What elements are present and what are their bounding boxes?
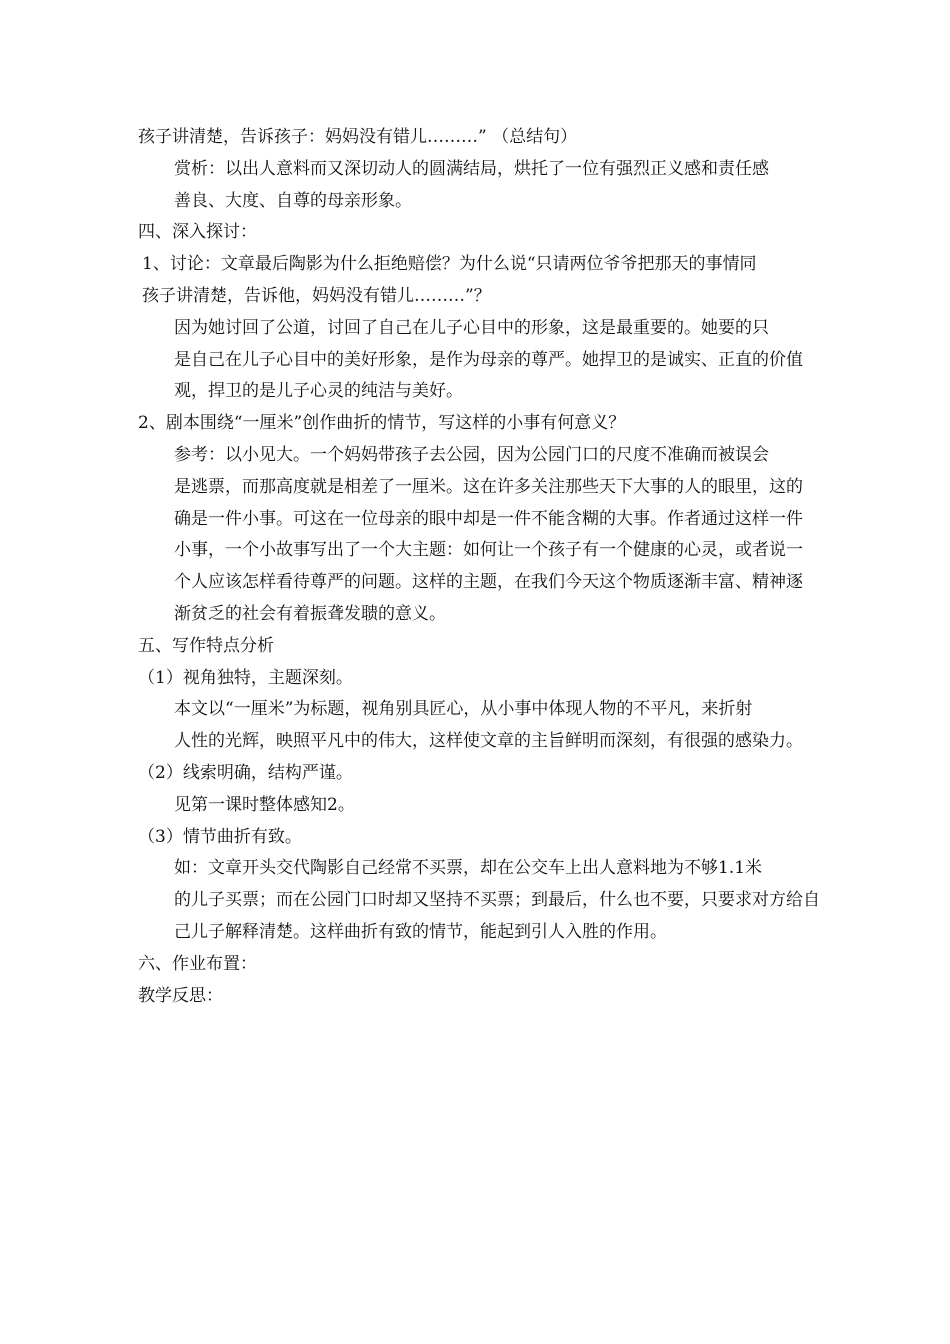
paragraph-p14 bbox=[138, 853, 838, 948]
paragraph-p8 bbox=[138, 631, 838, 663]
paragraph-p12 bbox=[138, 790, 838, 822]
text-line: 小事，一个小故事写出了一个大主题：如何让一个孩子有一个健康的心灵，或者说一 bbox=[174, 540, 803, 561]
text-line: 赏析：以出人意料而又深切动人的圆满结局，烘托了一位有强烈正义感和责任感 bbox=[174, 158, 769, 179]
paragraph-p1 bbox=[138, 122, 838, 154]
text-line: 人性的光辉，映照平凡中的伟大，这样使文章的主旨鲜明而深刻，有很强的感染力。 bbox=[174, 731, 803, 752]
text-line: （2）线索明确，结构严谨。 bbox=[138, 762, 353, 783]
text-line: 2、剧本围绕“一厘米”创作曲折的情节，写这样的小事有何意义？ bbox=[138, 413, 626, 434]
paragraph-p5 bbox=[138, 313, 838, 408]
text-line: 1、讨论：文章最后陶影为什么拒绝赔偿？为什么说“只请两位爷爷把那天的事情同 bbox=[142, 254, 757, 275]
paragraph-p9 bbox=[138, 663, 838, 695]
paragraph-p10 bbox=[138, 694, 838, 758]
text-line: 五、写作特点分析 bbox=[138, 635, 274, 656]
text-line: 观，捍卫的是儿子心灵的纯洁与美好。 bbox=[174, 381, 463, 402]
text-line: 六、作业布置： bbox=[138, 953, 257, 974]
text-line: 参考：以小见大。一个妈妈带孩子去公园，因为公园门口的尺度不准确而被误会 bbox=[174, 444, 769, 465]
paragraph-p11 bbox=[138, 758, 838, 790]
text-line: 渐贫乏的社会有着振聋发聩的意义。 bbox=[174, 603, 446, 624]
paragraph-p13 bbox=[138, 822, 838, 854]
text-line: 孩子讲清楚，告诉他，妈妈没有错儿………”？ bbox=[142, 285, 491, 306]
paragraph-p2 bbox=[138, 154, 838, 218]
text-line: （1）视角独特，主题深刻。 bbox=[138, 667, 353, 688]
text-line: 确是一件小事。可这在一位母亲的眼中却是一件不能含糊的大事。作者通过这样一件 bbox=[174, 508, 803, 529]
text-line: 见第一课时整体感知2。 bbox=[174, 794, 355, 815]
paragraph-p6 bbox=[138, 408, 838, 440]
text-line: 个人应该怎样看待尊严的问题。这样的主题，在我们今天这个物质逐渐丰富、精神逐 bbox=[174, 572, 803, 593]
text-line: 善良、大度、自尊的母亲形象。 bbox=[174, 190, 412, 211]
document-body bbox=[138, 122, 838, 1012]
text-line: 因为她讨回了公道，讨回了自己在儿子心目中的形象，这是最重要的。她要的只 bbox=[174, 317, 769, 338]
text-line: 的儿子买票；而在公园门口时却又坚持不买票；到最后，什么也不要，只要求对方给自 bbox=[174, 890, 820, 911]
paragraph-p4 bbox=[138, 249, 838, 313]
text-line: 如：文章开头交代陶影自己经常不买票，却在公交车上出人意料地为不够1.1米 bbox=[174, 858, 763, 879]
text-line: 孩子讲清楚，告诉孩子：妈妈没有错儿………” （总结句） bbox=[138, 127, 578, 147]
paragraph-p3 bbox=[138, 217, 838, 249]
text-line: （3）情节曲折有致。 bbox=[138, 826, 302, 847]
paragraph-p15 bbox=[138, 949, 838, 981]
text-line: 是自己在儿子心目中的美好形象，是作为母亲的尊严。她捍卫的是诚实、正直的价值 bbox=[174, 349, 803, 370]
paragraph-p7 bbox=[138, 440, 838, 631]
text-line: 教学反思： bbox=[138, 985, 223, 1006]
paragraph-p16 bbox=[138, 981, 838, 1013]
text-line: 己儿子解释清楚。这样曲折有致的情节，能起到引人入胜的作用。 bbox=[174, 921, 667, 942]
text-line: 是逃票，而那高度就是相差了一厘米。这在许多关注那些天下大事的人的眼里，这的 bbox=[174, 476, 803, 497]
text-line: 四、深入探讨： bbox=[138, 222, 257, 243]
text-line: 本文以“一厘米”为标题，视角别具匠心，从小事中体现人物的不平凡，来折射 bbox=[174, 699, 753, 720]
